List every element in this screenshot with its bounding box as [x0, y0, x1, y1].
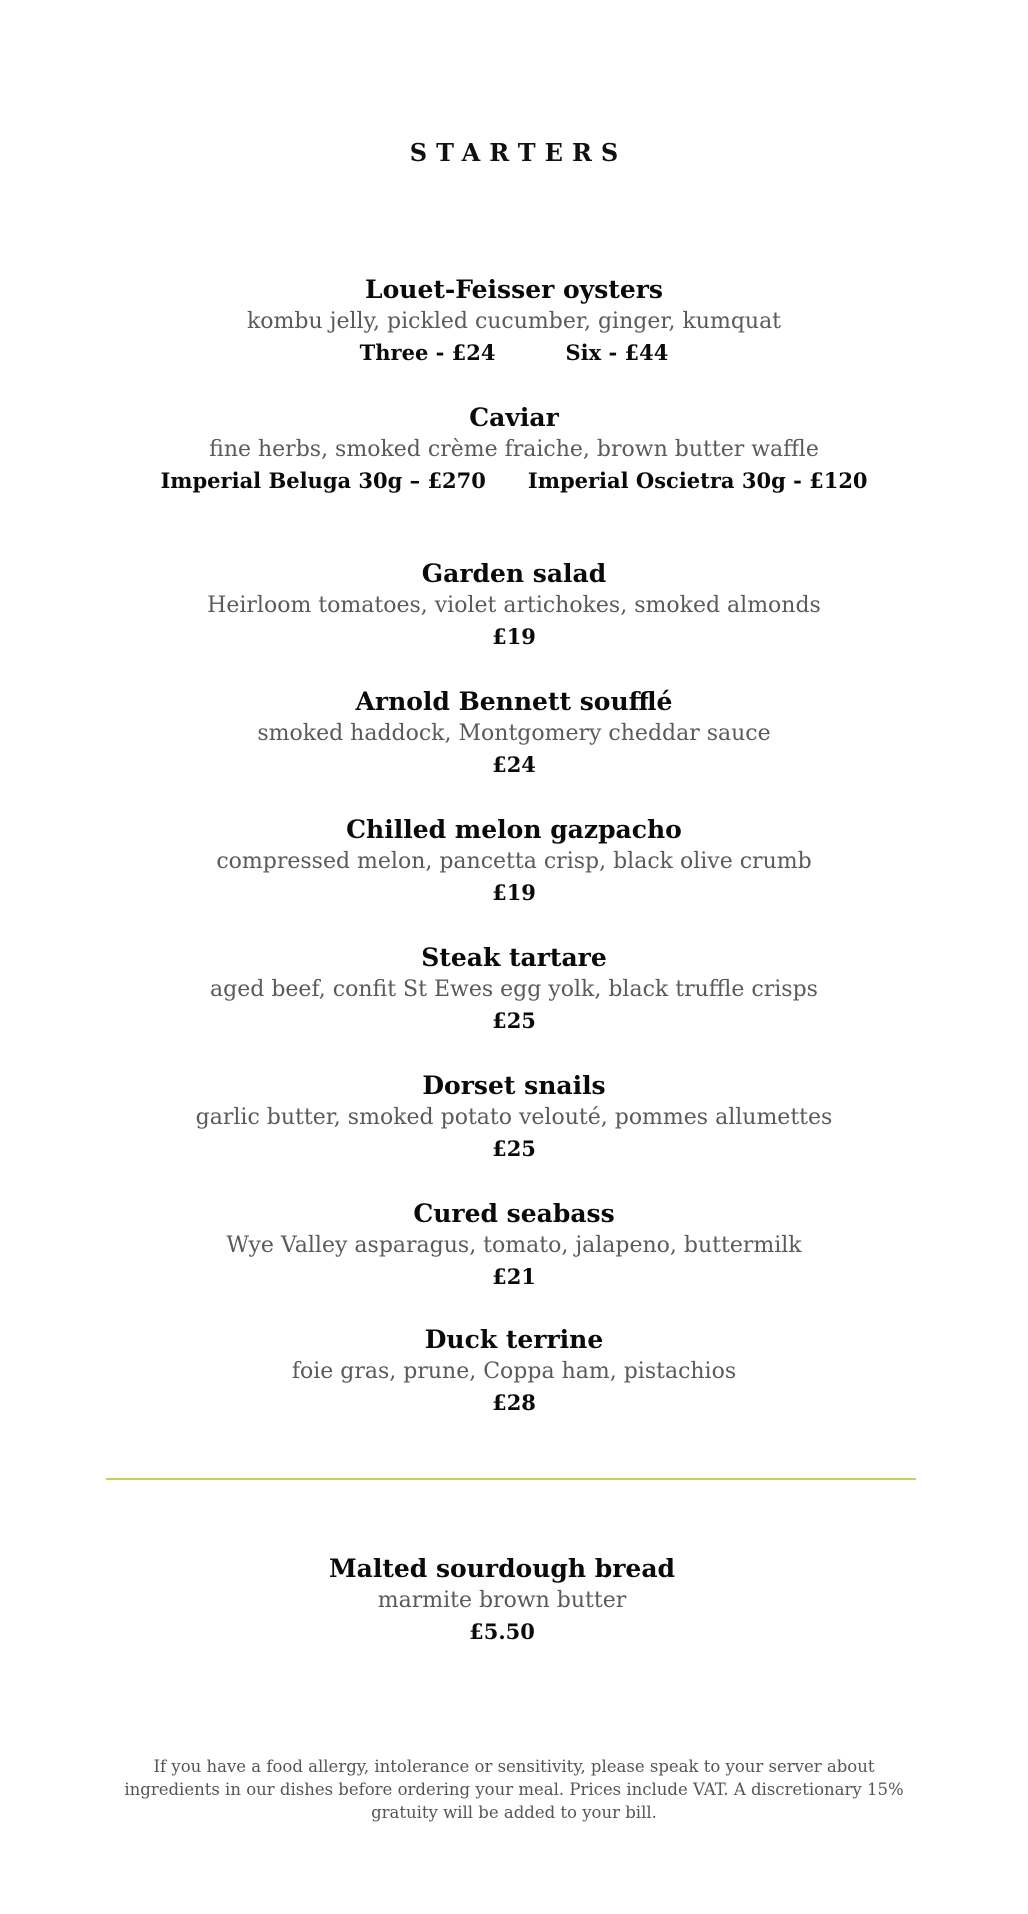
item-price: £25	[492, 1136, 536, 1161]
item-name: Steak tartare	[421, 943, 607, 972]
item-description: smoked haddock, Montgomery cheddar sauce	[257, 721, 771, 746]
menu-item-sourdough-bread	[0, 1553, 1016, 1647]
item-description: aged beef, confit St Ewes egg yolk, black truffle crisps	[210, 977, 818, 1002]
item-name: Garden salad	[421, 559, 607, 588]
item-description: Wye Valley asparagus, tomato, jalapeno, buttermilk	[226, 1233, 802, 1258]
item-price: £28	[492, 1390, 536, 1415]
menu-item-gazpacho	[0, 814, 1028, 908]
item-price: £25	[492, 1008, 536, 1033]
item-description: compressed melon, pancetta crisp, black olive crumb	[216, 849, 812, 874]
item-price: £5.50	[469, 1619, 535, 1644]
item-name: Louet-Feisser oysters	[365, 275, 663, 304]
menu-item-oysters	[0, 274, 1028, 368]
menu-item-duck-terrine	[0, 1324, 1028, 1418]
item-description: kombu jelly, pickled cucumber, ginger, kumquat	[246, 309, 782, 334]
item-price-options	[0, 338, 1028, 368]
allergy-notice	[110, 1755, 918, 1824]
item-price: £19	[492, 880, 536, 905]
price-option: Six - £44	[565, 340, 669, 365]
item-price: £21	[492, 1264, 536, 1289]
item-name: Cured seabass	[413, 1199, 615, 1228]
menu-item-cured-seabass	[0, 1198, 1028, 1292]
item-name: Duck terrine	[424, 1325, 604, 1354]
item-price: £19	[492, 624, 536, 649]
item-description: marmite brown butter	[377, 1588, 627, 1613]
item-price-options	[0, 466, 1028, 496]
menu-item-caviar	[0, 402, 1028, 496]
allergy-notice-line: ingredients in our dishes before ordering your meal. Prices include VAT. A discretionary 15%	[124, 1780, 904, 1799]
item-name: Malted sourdough bread	[328, 1554, 676, 1583]
section-heading: STARTERS	[409, 138, 628, 167]
item-name: Chilled melon gazpacho	[346, 815, 682, 844]
item-name: Dorset snails	[422, 1071, 606, 1100]
item-name: Caviar	[469, 403, 559, 432]
price-option: Three - £24	[359, 340, 496, 365]
section-divider	[106, 1478, 916, 1480]
menu-item-garden-salad	[0, 558, 1028, 652]
item-price: £24	[492, 752, 536, 777]
item-description: garlic butter, smoked potato velouté, pommes allumettes	[195, 1105, 833, 1130]
item-description: Heirloom tomatoes, violet artichokes, smoked almonds	[207, 593, 821, 618]
item-name: Arnold Bennett soufflé	[355, 687, 673, 716]
menu-item-dorset-snails	[0, 1070, 1028, 1164]
price-option: Imperial Oscietra 30g - £120	[527, 468, 868, 493]
menu-item-steak-tartare	[0, 942, 1028, 1036]
allergy-notice-line: gratuity will be added to your bill.	[371, 1803, 657, 1822]
item-description: foie gras, prune, Coppa ham, pistachios	[291, 1359, 737, 1384]
item-description: fine herbs, smoked crème fraiche, brown butter waffle	[209, 437, 819, 462]
menu-item-souffle	[0, 686, 1028, 780]
allergy-notice-line: If you have a food allergy, intolerance or sensitivity, please speak to your server about	[153, 1757, 875, 1776]
price-option: Imperial Beluga 30g – £270	[160, 468, 486, 493]
